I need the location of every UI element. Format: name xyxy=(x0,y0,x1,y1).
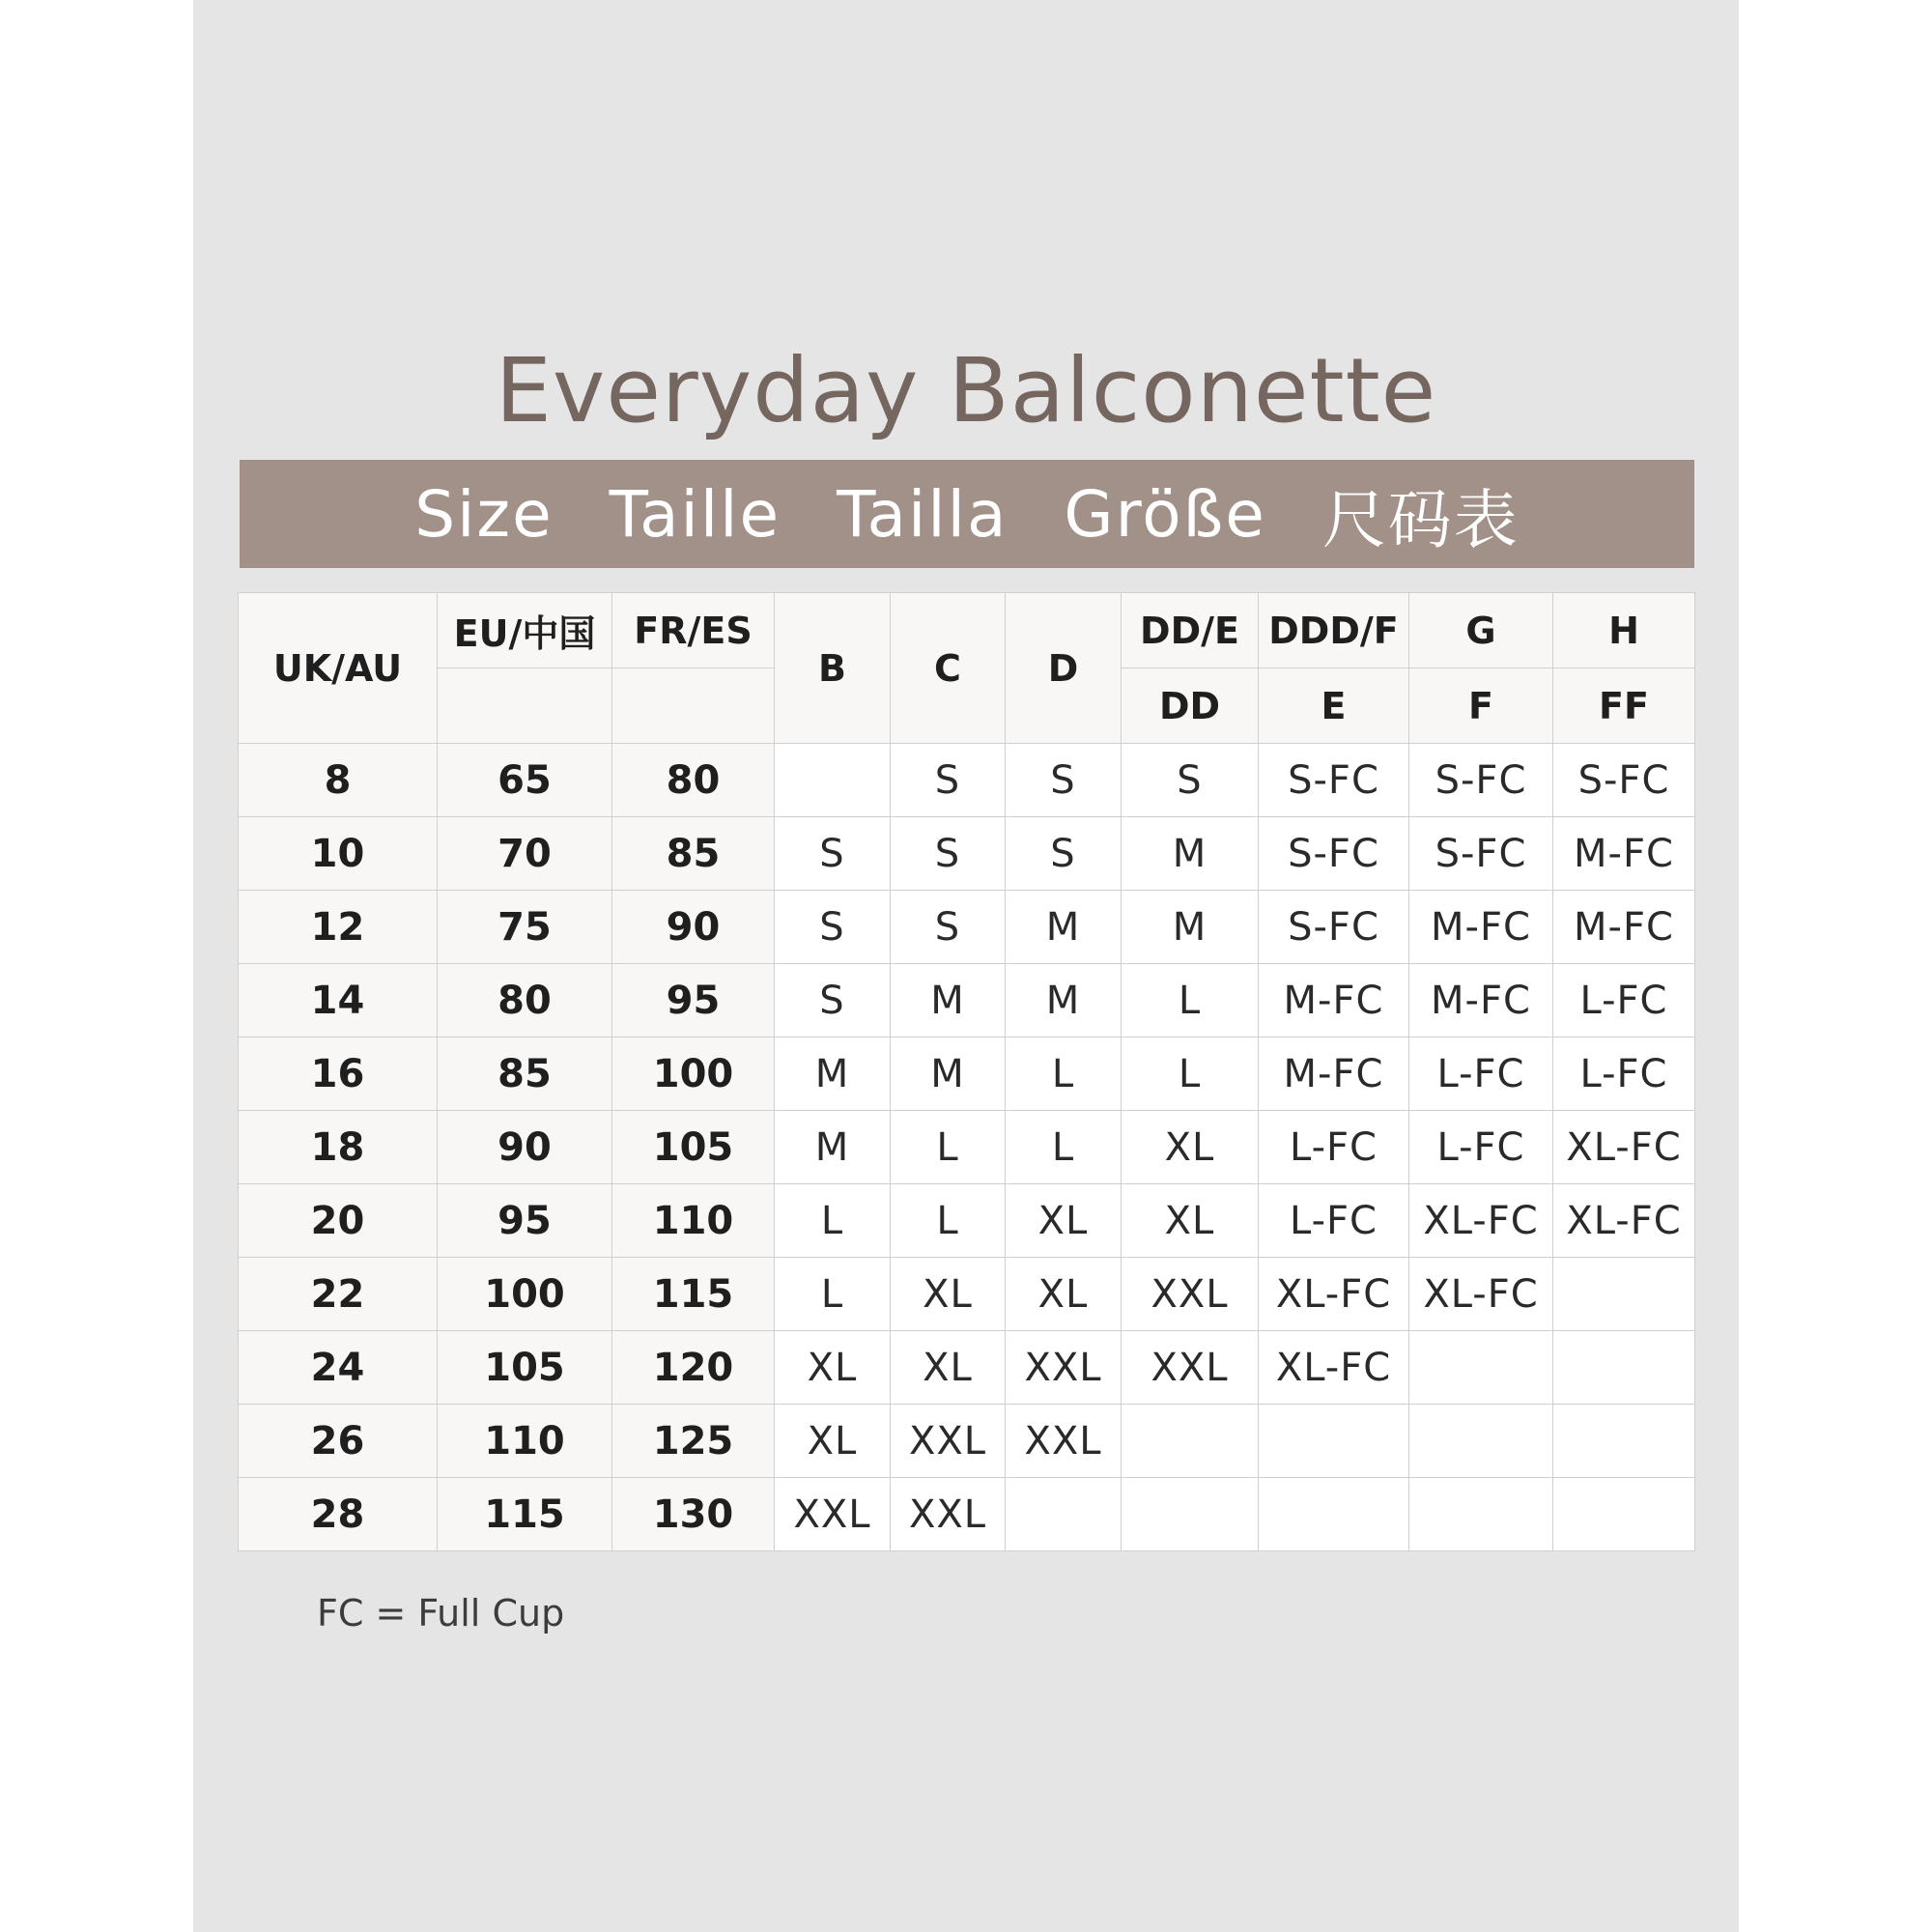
cell-uk-au: 12 xyxy=(239,891,438,964)
header-fr-sub xyxy=(612,668,775,744)
cell-cup-size xyxy=(1409,1331,1553,1405)
header-cup-b: B xyxy=(775,593,891,744)
cell-cup-size: XL-FC xyxy=(1553,1184,1695,1258)
cell-cup-size: S xyxy=(1122,744,1259,817)
banner-groesse-label: Größe xyxy=(1064,476,1266,552)
cell-cup-size: XXL xyxy=(1006,1405,1122,1478)
cell-cup-size: L-FC xyxy=(1259,1184,1409,1258)
header-eu-sub xyxy=(438,668,612,744)
cell-cup-size: XXL xyxy=(891,1405,1006,1478)
cell-cup-size: S xyxy=(775,964,891,1037)
table-row xyxy=(239,964,1695,1037)
cell-cup-size: M xyxy=(1122,891,1259,964)
cell-cup-size: S xyxy=(891,817,1006,891)
cell-cup-size: XL xyxy=(1006,1184,1122,1258)
cell-uk-au: 24 xyxy=(239,1331,438,1405)
cell-cup-size: M xyxy=(891,1037,1006,1111)
cell-cup-size xyxy=(1259,1478,1409,1551)
cell-eu-cn: 85 xyxy=(438,1037,612,1111)
cell-cup-size: L-FC xyxy=(1409,1111,1553,1184)
cell-uk-au: 26 xyxy=(239,1405,438,1478)
table-body xyxy=(239,744,1695,1551)
cell-cup-size: M xyxy=(1122,817,1259,891)
cell-cup-size: XL-FC xyxy=(1409,1258,1553,1331)
cell-fr-es: 130 xyxy=(612,1478,775,1551)
cell-cup-size: M-FC xyxy=(1409,964,1553,1037)
header-cup-ddd-f: DDD/F xyxy=(1259,593,1409,668)
table-row xyxy=(239,1184,1695,1258)
header-sub-dd: DD xyxy=(1122,668,1259,744)
cell-cup-size: M-FC xyxy=(1259,1037,1409,1111)
cell-cup-size: XL-FC xyxy=(1259,1331,1409,1405)
cell-cup-size: XXL xyxy=(891,1478,1006,1551)
cell-cup-size: L xyxy=(891,1184,1006,1258)
cell-cup-size: XXL xyxy=(1122,1258,1259,1331)
header-eu-cn: EU/中国 xyxy=(438,593,612,668)
table-row xyxy=(239,891,1695,964)
cell-fr-es: 80 xyxy=(612,744,775,817)
cell-cup-size xyxy=(1122,1405,1259,1478)
cell-cup-size: XXL xyxy=(1006,1331,1122,1405)
cell-cup-size: M-FC xyxy=(1553,817,1695,891)
cell-uk-au: 18 xyxy=(239,1111,438,1184)
table-row xyxy=(239,1478,1695,1551)
cell-cup-size: S xyxy=(891,891,1006,964)
cell-cup-size: L xyxy=(1122,1037,1259,1111)
table-row xyxy=(239,1405,1695,1478)
cell-eu-cn: 80 xyxy=(438,964,612,1037)
header-cup-d: D xyxy=(1006,593,1122,744)
cell-fr-es: 125 xyxy=(612,1405,775,1478)
cell-cup-size xyxy=(1553,1405,1695,1478)
cell-cup-size: L xyxy=(1122,964,1259,1037)
header-sub-ff: FF xyxy=(1553,668,1695,744)
cell-cup-size xyxy=(1006,1478,1122,1551)
cell-uk-au: 8 xyxy=(239,744,438,817)
cell-cup-size: XXL xyxy=(775,1478,891,1551)
cell-cup-size: L-FC xyxy=(1409,1037,1553,1111)
cell-cup-size xyxy=(1553,1258,1695,1331)
cell-cup-size xyxy=(1409,1405,1553,1478)
cell-cup-size: S xyxy=(1006,817,1122,891)
cell-cup-size: M xyxy=(775,1111,891,1184)
cell-cup-size: L xyxy=(775,1184,891,1258)
cell-uk-au: 16 xyxy=(239,1037,438,1111)
table-row xyxy=(239,817,1695,891)
header-cup-dd-e: DD/E xyxy=(1122,593,1259,668)
cell-cup-size xyxy=(775,744,891,817)
cell-cup-size xyxy=(1553,1478,1695,1551)
cell-cup-size: XL xyxy=(891,1331,1006,1405)
cell-cup-size: M-FC xyxy=(1553,891,1695,964)
cell-eu-cn: 95 xyxy=(438,1184,612,1258)
cell-uk-au: 28 xyxy=(239,1478,438,1551)
cell-cup-size: XL xyxy=(775,1405,891,1478)
banner-chinese-label: 尺码表 xyxy=(1321,482,1520,557)
footnote: FC = Full Cup xyxy=(317,1592,565,1634)
cell-cup-size: S-FC xyxy=(1259,744,1409,817)
table-row xyxy=(239,1258,1695,1331)
table-row xyxy=(239,1111,1695,1184)
table-row xyxy=(239,744,1695,817)
cell-eu-cn: 70 xyxy=(438,817,612,891)
cell-fr-es: 120 xyxy=(612,1331,775,1405)
cell-cup-size: L-FC xyxy=(1553,1037,1695,1111)
cell-cup-size: XL-FC xyxy=(1259,1258,1409,1331)
cell-cup-size: S-FC xyxy=(1259,891,1409,964)
cell-fr-es: 110 xyxy=(612,1184,775,1258)
header-cup-c: C xyxy=(891,593,1006,744)
cell-cup-size: XL xyxy=(1122,1184,1259,1258)
size-banner xyxy=(240,460,1694,568)
cell-cup-size: M xyxy=(891,964,1006,1037)
header-uk-au: UK/AU xyxy=(239,593,438,744)
cell-cup-size: L xyxy=(1006,1111,1122,1184)
size-chart-table xyxy=(238,592,1695,1551)
header-fr-es: FR/ES xyxy=(612,593,775,668)
cell-cup-size: L xyxy=(891,1111,1006,1184)
cell-cup-size xyxy=(1409,1478,1553,1551)
cell-cup-size: S xyxy=(1006,744,1122,817)
table-row xyxy=(239,1331,1695,1405)
banner-talla-label: Tailla xyxy=(837,476,1009,552)
cell-cup-size: S-FC xyxy=(1553,744,1695,817)
cell-cup-size: L xyxy=(775,1258,891,1331)
cell-cup-size: S xyxy=(775,891,891,964)
cell-fr-es: 90 xyxy=(612,891,775,964)
cell-cup-size: S-FC xyxy=(1409,744,1553,817)
header-cup-g: G xyxy=(1409,593,1553,668)
header-sub-e: E xyxy=(1259,668,1409,744)
cell-fr-es: 100 xyxy=(612,1037,775,1111)
banner-taille-label: Taille xyxy=(609,476,781,552)
cell-eu-cn: 105 xyxy=(438,1331,612,1405)
cell-cup-size: M-FC xyxy=(1259,964,1409,1037)
cell-eu-cn: 75 xyxy=(438,891,612,964)
cell-cup-size: M-FC xyxy=(1409,891,1553,964)
cell-eu-cn: 110 xyxy=(438,1405,612,1478)
header-sub-f: F xyxy=(1409,668,1553,744)
cell-fr-es: 115 xyxy=(612,1258,775,1331)
cell-cup-size: S xyxy=(891,744,1006,817)
cell-cup-size: L xyxy=(1006,1037,1122,1111)
cell-eu-cn: 115 xyxy=(438,1478,612,1551)
table-header xyxy=(239,593,1695,744)
cell-uk-au: 22 xyxy=(239,1258,438,1331)
cell-cup-size: XXL xyxy=(1122,1331,1259,1405)
cell-cup-size: L-FC xyxy=(1553,964,1695,1037)
page-title: Everyday Balconette xyxy=(495,338,1437,442)
cell-cup-size: S-FC xyxy=(1409,817,1553,891)
cell-cup-size: L-FC xyxy=(1259,1111,1409,1184)
cell-eu-cn: 100 xyxy=(438,1258,612,1331)
cell-fr-es: 105 xyxy=(612,1111,775,1184)
cell-uk-au: 14 xyxy=(239,964,438,1037)
table-row xyxy=(239,1037,1695,1111)
cell-cup-size xyxy=(1259,1405,1409,1478)
cell-uk-au: 10 xyxy=(239,817,438,891)
cell-fr-es: 85 xyxy=(612,817,775,891)
cell-cup-size xyxy=(1553,1331,1695,1405)
cell-cup-size: XL-FC xyxy=(1409,1184,1553,1258)
cell-eu-cn: 65 xyxy=(438,744,612,817)
header-cup-h: H xyxy=(1553,593,1695,668)
cell-cup-size: XL xyxy=(891,1258,1006,1331)
cell-uk-au: 20 xyxy=(239,1184,438,1258)
cell-cup-size: S-FC xyxy=(1259,817,1409,891)
cell-eu-cn: 90 xyxy=(438,1111,612,1184)
cell-cup-size: S xyxy=(775,817,891,891)
cell-fr-es: 95 xyxy=(612,964,775,1037)
cell-cup-size: XL xyxy=(1006,1258,1122,1331)
cell-cup-size: XL xyxy=(775,1331,891,1405)
cell-cup-size: M xyxy=(775,1037,891,1111)
cell-cup-size: M xyxy=(1006,891,1122,964)
banner-size-label: Size xyxy=(414,476,554,552)
cell-cup-size xyxy=(1122,1478,1259,1551)
cell-cup-size: XL xyxy=(1122,1111,1259,1184)
cell-cup-size: M xyxy=(1006,964,1122,1037)
cell-cup-size: XL-FC xyxy=(1553,1111,1695,1184)
